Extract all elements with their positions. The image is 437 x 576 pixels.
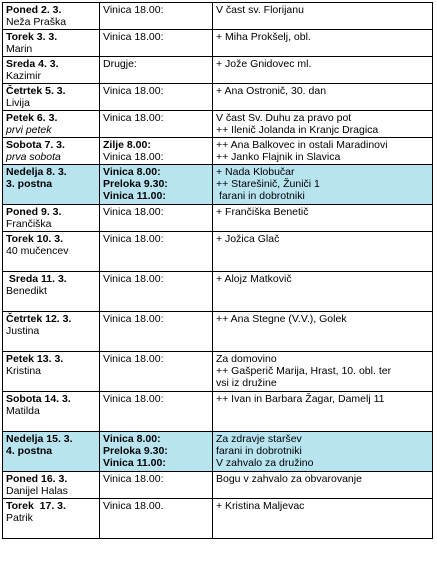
intention-entry: farani in dobrotniki	[216, 445, 302, 457]
intention-entry: ++ Starešinič, Žuniči 1	[216, 178, 320, 190]
table-row	[3, 472, 433, 499]
time-cell	[100, 499, 213, 539]
intention-entry: V čast sv. Florijanu	[216, 4, 304, 16]
time-cell	[100, 432, 213, 472]
intention-entry: V čast Sv. Duhu za pravo pot	[216, 112, 352, 124]
table-row	[3, 30, 433, 57]
day-label: Torek 17. 3.	[6, 500, 66, 512]
table-row	[3, 57, 433, 84]
saint-name: Justina	[6, 325, 40, 337]
intention-cell	[213, 272, 433, 312]
table-row	[3, 3, 433, 30]
time-cell	[100, 111, 213, 138]
saint-name: Kristina	[6, 365, 42, 377]
saint-name: Danijel Halas	[6, 485, 68, 497]
intention-entry: ++ Ivan in Barbara Žagar, Damelj 11	[216, 393, 385, 405]
saint-name: Frančiška	[6, 218, 52, 230]
saint-name: 40 mučencev	[6, 245, 69, 257]
time-entry: Vinica 18.00:	[103, 4, 164, 16]
time-entry: Drugje:	[103, 58, 137, 70]
table-row	[3, 312, 433, 352]
mass-schedule-table	[2, 2, 433, 539]
saint-name: Benedikt	[6, 285, 47, 297]
time-entry: Vinica 18.00:	[103, 353, 164, 365]
intention-entry: ++ Janko Flajnik in Slavica	[216, 151, 341, 163]
table-row	[3, 392, 433, 432]
intention-entry: + Ana Ostronič, 30. dan	[216, 85, 327, 97]
intention-entry: ++ Ana Balkovec in ostali Maradinovi	[216, 139, 388, 151]
saint-name: Patrik	[6, 512, 33, 524]
intention-entry: ++ Gašperič Marija, Hrast, 10. obl. ter	[216, 365, 392, 377]
time-entry: Vinica 18.00:	[103, 233, 164, 245]
time-cell	[100, 165, 213, 205]
day-cell	[3, 84, 100, 111]
intention-cell	[213, 57, 433, 84]
time-entry: Vinica 18.00:	[103, 85, 164, 97]
day-cell	[3, 352, 100, 392]
time-entry: Vinica 8.00:	[103, 433, 161, 445]
day-label: Petek 6. 3.	[6, 112, 58, 124]
time-entry: Vinica 11.00:	[103, 457, 166, 469]
intention-entry: Za zdravje staršev	[216, 433, 302, 445]
day-label: Sreda 11. 3.	[6, 273, 67, 285]
intention-entry: + Frančiška Benetič	[216, 206, 309, 218]
intention-entry: + Jožica Glač	[216, 233, 280, 245]
time-cell	[100, 57, 213, 84]
time-cell	[100, 392, 213, 432]
day-cell	[3, 138, 100, 165]
intention-entry: ++ Ilenič Jolanda in Kranjc Dragica	[216, 124, 379, 136]
time-entry: Zilje 8.00:	[103, 139, 151, 151]
saint-name: prva sobota	[6, 151, 61, 163]
intention-cell	[213, 432, 433, 472]
day-label: Četrtek 5. 3.	[6, 85, 66, 97]
saint-name: 4. postna	[6, 445, 53, 457]
time-entry: Vinica 18.00:	[103, 273, 164, 285]
time-cell	[100, 205, 213, 232]
day-cell	[3, 57, 100, 84]
day-label: Poned 9. 3.	[6, 206, 62, 218]
table-row-sunday	[3, 165, 433, 205]
time-cell	[100, 138, 213, 165]
day-cell	[3, 472, 100, 499]
day-label: Nedelja 8. 3.	[6, 166, 67, 178]
day-label: Poned 2. 3.	[6, 4, 62, 16]
day-label: Četrtek 12. 3.	[6, 313, 72, 325]
day-cell	[3, 432, 100, 472]
intention-entry: + Jože Gnidovec ml.	[216, 58, 312, 70]
saint-name: Marin	[6, 43, 33, 55]
intention-cell	[213, 3, 433, 30]
saint-name: 3. postna	[6, 178, 53, 190]
intention-entry: + Nada Klobučar	[216, 166, 295, 178]
intention-cell	[213, 30, 433, 57]
day-label: Sreda 4. 3.	[6, 58, 59, 70]
table-row	[3, 499, 433, 539]
time-cell	[100, 272, 213, 312]
time-entry: Vinica 18.00.	[103, 500, 164, 512]
intention-cell	[213, 392, 433, 432]
time-cell	[100, 84, 213, 111]
day-label: Poned 16. 3.	[6, 473, 68, 485]
table-row-sunday	[3, 432, 433, 472]
day-cell	[3, 312, 100, 352]
day-label: Sobota 7. 3.	[6, 139, 65, 151]
time-entry: Vinica 18.00:	[103, 206, 164, 218]
day-label: Sobota 14. 3.	[6, 393, 71, 405]
intention-cell	[213, 111, 433, 138]
time-entry: Vinica 8.00:	[103, 166, 161, 178]
intention-cell	[213, 232, 433, 272]
time-cell	[100, 312, 213, 352]
intention-cell	[213, 472, 433, 499]
time-cell	[100, 3, 213, 30]
day-cell	[3, 165, 100, 205]
day-cell	[3, 392, 100, 432]
intention-cell	[213, 352, 433, 392]
time-cell	[100, 472, 213, 499]
intention-cell	[213, 205, 433, 232]
time-entry: Vinica 11.00:	[103, 190, 166, 202]
intention-entry: + Miha Prokšelj, obl.	[216, 31, 311, 43]
day-cell	[3, 111, 100, 138]
day-label: Torek 3. 3.	[6, 31, 58, 43]
time-entry: Vinica 18.00:	[103, 151, 164, 163]
intention-cell	[213, 499, 433, 539]
day-label: Torek 10. 3.	[6, 233, 64, 245]
day-cell	[3, 3, 100, 30]
day-cell	[3, 232, 100, 272]
time-entry: Vinica 18.00:	[103, 313, 164, 325]
time-cell	[100, 232, 213, 272]
day-cell	[3, 499, 100, 539]
intention-cell	[213, 165, 433, 205]
time-cell	[100, 30, 213, 57]
table-row	[3, 111, 433, 138]
time-entry: Vinica 18.00:	[103, 112, 164, 124]
time-entry: Vinica 18.00:	[103, 393, 164, 405]
time-entry: Preloka 9.30:	[103, 178, 168, 190]
intention-entry: ++ Ana Stegne (V.V.), Golek	[216, 313, 347, 325]
saint-name: Kazimir	[6, 70, 42, 82]
intention-entry: V zahvalo za družino	[216, 457, 314, 469]
intention-entry: + Kristina Maljevac	[216, 500, 305, 512]
intention-entry: farani in dobrotniki	[219, 190, 305, 202]
day-cell	[3, 30, 100, 57]
intention-cell	[213, 312, 433, 352]
day-cell	[3, 272, 100, 312]
time-entry: Preloka 9.30:	[103, 445, 168, 457]
intention-cell	[213, 138, 433, 165]
time-cell	[100, 352, 213, 392]
time-entry: Vinica 18.00:	[103, 31, 164, 43]
table-row	[3, 352, 433, 392]
table-row	[3, 205, 433, 232]
table-row	[3, 84, 433, 111]
table-row	[3, 272, 433, 312]
intention-entry: + Alojz Matkovič	[216, 273, 292, 285]
saint-name: Livija	[6, 97, 30, 109]
intention-entry: Za domovino	[216, 353, 277, 365]
day-cell	[3, 205, 100, 232]
table-row	[3, 138, 433, 165]
day-label: Nedelja 15. 3.	[6, 433, 73, 445]
table-row	[3, 232, 433, 272]
intention-cell	[213, 84, 433, 111]
intention-entry: Bogu v zahvalo za obvarovanje	[216, 473, 362, 485]
intention-entry: vsi iz družine	[216, 377, 277, 389]
saint-name: prvi petek	[6, 124, 52, 136]
saint-name: Matilda	[6, 405, 40, 417]
saint-name: Neža Praška	[6, 16, 67, 28]
time-entry: Vinica 18.00:	[103, 473, 164, 485]
day-label: Petek 13. 3.	[6, 353, 64, 365]
